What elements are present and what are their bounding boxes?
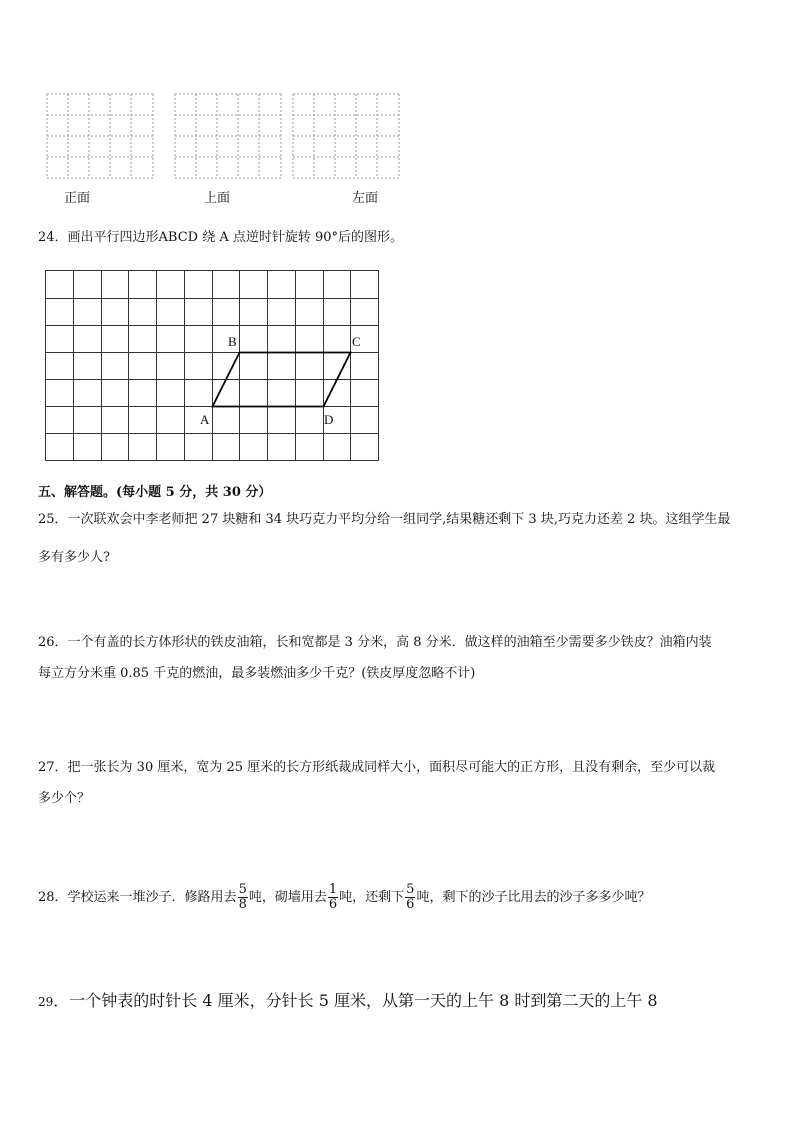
label-top-view: 上面 <box>204 191 231 206</box>
point-label-d: D <box>324 412 334 427</box>
fraction-1-6: $\frac{1}{6}$ <box>328 882 338 912</box>
question-text: ．一个有盖的长方体形状的铁皮油箱，长和宽都是 3 分米，高 8 分米．做这样的油箱至少需要多少铁皮？油箱内装 <box>54 635 712 650</box>
question-text-part-3: 吨，还剩下 <box>339 890 405 905</box>
question-27-line-2: 多少个？ <box>38 791 91 806</box>
question-number: 29 <box>38 995 54 1009</box>
question-number: 28 <box>38 890 55 905</box>
question-text: ．一个钟表的时针长 4 厘米，分针长 5 厘米，从第一天的上午 8 时到第二天的上午 8 <box>53 991 658 1010</box>
rotation-grid[interactable] <box>44 269 382 463</box>
question-27-line-1 <box>38 759 715 777</box>
point-label-b: B <box>228 334 237 349</box>
question-26-line-1 <box>38 634 712 652</box>
question-25-line-2: 多有多少人? <box>38 550 110 565</box>
question-text-part-1: ．学校运来一堆沙子．修路用去 <box>54 890 237 905</box>
question-24 <box>38 229 403 247</box>
question-text: ．一次联欢会中李老师把 27 块糖和 34 块巧克力平均分给一组同学,结果糖还剩下 3 块,巧克力还差 2 块。这组学生最 <box>54 512 731 527</box>
question-text-part-4: 吨，剩下的沙子比用去的沙子多多少吨？ <box>416 890 651 905</box>
point-label-c: C <box>352 334 361 349</box>
question-text: ．把一张长为 30 厘米，宽为 25 厘米的长方形纸裁成同样大小，面积尽可能大的正方形，且没有剩余，至少可以裁 <box>54 760 716 775</box>
label-left-view: 左面 <box>352 191 379 206</box>
view-grid-left[interactable] <box>292 93 402 179</box>
question-29 <box>38 990 658 1013</box>
question-number: 27 <box>38 760 55 775</box>
fraction-5-8: $\frac{5}{8}$ <box>238 882 247 912</box>
point-label-a: A <box>200 412 210 427</box>
question-28 <box>38 876 650 920</box>
section-title: 五、解答题。(每小题 5 分，共 30 分） <box>38 485 272 500</box>
question-number: 26 <box>38 635 55 650</box>
question-text-part-2: 吨，砌墙用去 <box>248 890 327 905</box>
question-text: ．画出平行四边形ABCD 绕 A 点逆时针旋转 90°后的图形。 <box>54 230 404 245</box>
question-number: 25 <box>38 512 55 527</box>
question-26-line-2: 每立方分米重 0.85 千克的燃油，最多装燃油多少千克？(铁皮厚度忽略不计) <box>38 666 476 681</box>
question-number: 24 <box>38 230 55 245</box>
label-front-view: 正面 <box>64 191 91 206</box>
fraction-5-6: $\frac{5}{6}$ <box>406 882 415 912</box>
question-25-line-1 <box>38 511 731 529</box>
view-grid-front[interactable] <box>46 93 156 179</box>
view-grid-top[interactable] <box>174 93 284 179</box>
